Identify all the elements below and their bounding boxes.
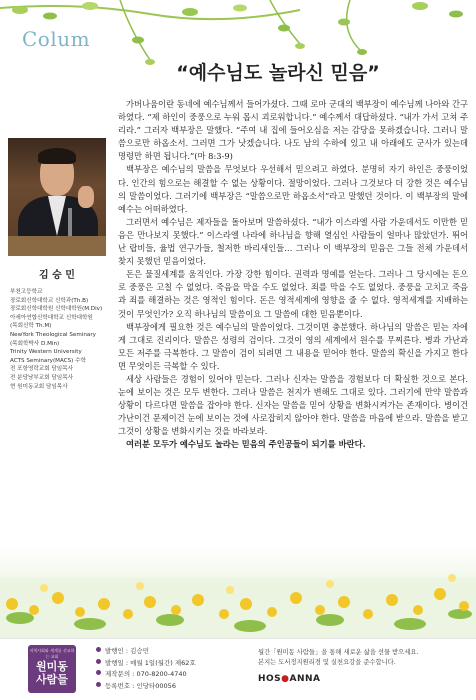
- publication-info: [96, 646, 196, 692]
- issue-date: 발행일 : 매월 1일(월간) 제62호: [105, 658, 196, 667]
- bio-line: 전 포항영락교회 담임목사: [10, 366, 73, 373]
- author-bio: [10, 288, 110, 391]
- bio-line: 현 원미동교회 담임목사: [10, 383, 68, 390]
- registration-number: 등록번호 : 인당타00056: [105, 681, 176, 690]
- bullet-icon: [96, 682, 101, 687]
- bio-line: NewYork Theological Seminary: [10, 331, 96, 338]
- page-title: “예수님도 놀라신 믿음”: [176, 62, 380, 84]
- footer-notice: [258, 648, 418, 668]
- article-paragraph: 돈은 물질세계를 움직인다. 가장 강한 힘이다. 권력과 명예를 얻는다. 그러나 그 당시에는 돈으로 중풍은 고칠 수 없었다. 죽음을 막을 수도 없었다. 죄를 막을 수도 없었다. 중풍을 고치고 죽음과 죄를 해결하는 것은 영적인 힘이다. 돈은 영적세계에 영향을 줄 수 없다. 영적세계를 지배하는 것이 무엇인가? 오직 하나님의 말씀이요 그 말씀에 대한 믿음뿐이다.: [118, 269, 468, 319]
- notice-line: 월간「원미동 사람들」을 통해 새로운 삶을 선물 받으세요.: [258, 649, 419, 656]
- article-paragraph: 백부장에게 필요한 것은 예수님의 말씀이었다. 그것이면 충분했다. 하나님의 말씀은 믿는 자에게 그대로 진리이다. 말씀은 성령의 검이다. 그것이 영의 세계에서 원수를 무찌른다. 병과 가난과 모든 저주를 극복한다. 그 말씀이 검이 되려면 그 내용을 믿어야 한다. 말씀의 확신을 가지고 한다면 무엇이든 극복할 수 있다.: [118, 321, 468, 371]
- article-paragraph: 그러면서 예수님은 제자들을 돌아보며 말씀하셨다. “내가 이스라엘 사람 가운데서도 이만한 믿음은 만나보지 못했다.” 이스라엘 나라에 하나님을 향해 열심인 사람들이 얼마나 많았던가. 뛰어난 랍비들, 율법 연구가들, 철저한 바리새인들… 그러나 이 백부장의 믿음은 그들 전체 가운데서 찾지 못했던 믿음이었다.: [118, 216, 468, 267]
- bullet-icon: [96, 670, 101, 675]
- article-paragraph: 가버나움이란 동네에 예수님께서 들어가셨다. 그때 로마 군대의 백부장이 예수님께 나아와 간구하였다. “제 하인이 중풍으로 누워 몹시 괴로워합니다.” 예수께서 대답하셨다. “내가 가서 고쳐 주리라.” 그러자 백부장은 말했다. “주여 내 집에 들어오심을 저는 감당을 못하겠습니다. 그러니 말씀으로만 하옵소서. 그러면 그가 낫겠습니다. 나도 남의 수하에 있고 내 아래에도 군사가 있는데 명령만 하면 됩니다.”(마 8:3-9): [118, 99, 468, 162]
- brand-logo: HOS●ANNA: [258, 674, 321, 684]
- author-name: 김 승 민: [39, 270, 75, 281]
- bio-line: 장로회신학대학원 신학대학원(M.Div): [10, 306, 103, 313]
- bio-line: 장로회신학대학교 신학과(Th.B): [10, 297, 89, 304]
- bullet-icon: [96, 659, 101, 664]
- flower-decoration: [0, 548, 476, 638]
- publication-logo: 지역사회와 세계를 선교하는 교회 원미동 사람들: [28, 645, 76, 693]
- bio-line: Trinity Western University: [10, 349, 82, 356]
- bio-line: ACTS Seminary(MACS) 수학: [10, 357, 86, 364]
- column-label: Colum: [22, 27, 91, 51]
- bio-line: 아세아연합신학대학교 신학대학원: [10, 314, 93, 321]
- notice-line: 본지는 도서정지원리경 및 실천요강을 준수합니다.: [258, 659, 396, 666]
- article-closing: 여러분 모두가 예수님도 놀라는 믿음의 주인공들이 되기를 바란다.: [126, 439, 366, 450]
- contact-phone: 제작문의 : 070-8200-4740: [105, 670, 187, 678]
- article-paragraph: 백부장은 예수님의 말씀을 무엇보다 우선해서 믿으려고 하였다. 분명히 자기 하인은 중풍이었다. 인간의 힘으로는 해결할 수 없는 상황이다. 절망이었다. 그러나 그것보다 더 강한 것은 예수님의 말씀이었다. 그러기에 백부장은 “말씀으로만 하옵소서”라고 말했던 것이다. 이 백부장의 말에 예수는 어떠하였다.: [118, 164, 468, 214]
- author-photo: [8, 138, 106, 256]
- bio-line: 전 분당남부교회 담임목사: [10, 374, 73, 381]
- article-body: [118, 98, 468, 452]
- bullet-icon: [96, 647, 101, 652]
- bio-line: (목회신학 Th.M): [10, 323, 52, 330]
- brand-o-icon: ●: [281, 674, 290, 684]
- publisher: 발행인 : 김승민: [105, 647, 149, 655]
- bio-line: (목회학박사 D.Min): [10, 340, 60, 347]
- bio-line: 부천고등학교: [10, 289, 43, 295]
- article-paragraph: 세상 사람들은 경험이 있어야 믿는다. 그러나 신자는 말씀을 경험보다 더 확실한 것으로 본다. 눈에 보이는 것은 모두 변한다. 그러나 말씀은 천지가 변해도 그대로 있다. 그러기에 만약 말씀과 상황이 다르다면 말씀을 잡아야 한다. 신자는 말씀을 믿어 상황을 변화시켜가는 존재이다. 병이건 가난이건 문제이건 눈에 보이는 것에 사로잡히지 않아야 한다. 말씀을 마음에 받으라. 말씀을 받고 그것이 상황을 변화시키는 것을 바라보라.: [118, 373, 468, 437]
